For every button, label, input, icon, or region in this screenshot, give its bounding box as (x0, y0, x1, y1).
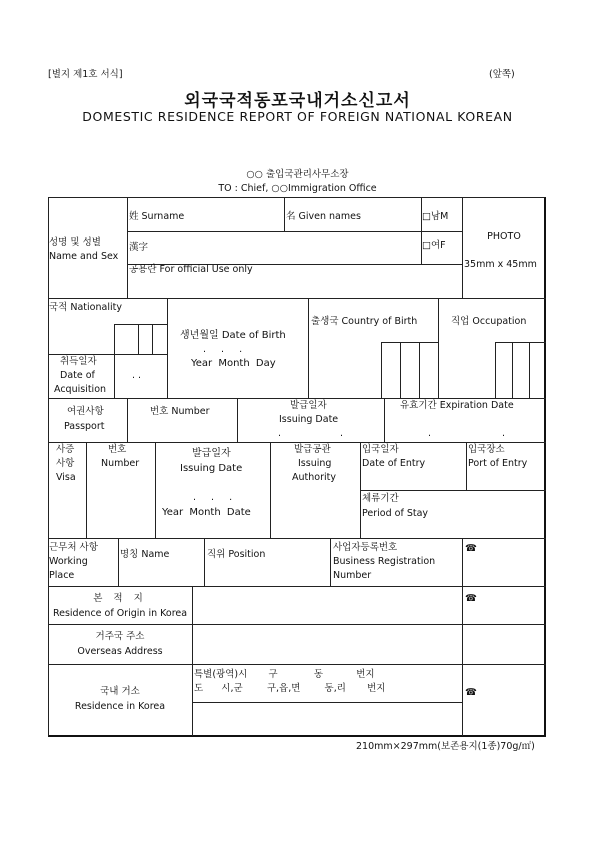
origin-label-ko: 본 적 지 (93, 593, 147, 604)
korea-address-line2[interactable]: 도 시,군 구,읍,면 동,리 번지 (194, 683, 386, 694)
name-sex-label-ko: 성명 및 성별 (49, 237, 101, 248)
form-title-english: DOMESTIC RESIDENCE REPORT OF FOREIGN NATIONAL KOREAN (82, 109, 513, 124)
photo-size-label: 35mm x 45mm (464, 259, 537, 270)
date-of-birth-field[interactable]: . . . (203, 344, 249, 355)
korea-residence-label-ko: 국내 거소 (100, 686, 140, 697)
visa-label-1: 사증 (56, 444, 75, 455)
official-use-field: 공용란 For official Use only (129, 264, 253, 275)
visa-number-label-en: Number (101, 458, 140, 469)
expiration-date-label: 유효기간 Expiration Date (400, 400, 514, 411)
working-place-label-ko: 근무처 사항 (49, 542, 98, 553)
expiration-date-field[interactable]: . . (428, 428, 540, 439)
nationality-label: 국적 Nationality (49, 302, 122, 313)
country-of-birth-label: 출생국 Country of Birth (311, 316, 418, 327)
period-of-stay-label-en: Period of Stay (362, 508, 429, 519)
origin-label-en: Residence of Origin in Korea (52, 608, 188, 619)
acquisition-label-en1: Date of (60, 370, 95, 381)
port-of-entry-label-ko: 입국장소 (468, 444, 505, 455)
period-of-stay-label-ko: 체류기간 (362, 493, 399, 504)
passport-issue-date-field[interactable]: . . (278, 428, 372, 439)
occupation-label: 직업 Occupation (451, 316, 527, 327)
date-of-entry-label-ko: 입국일자 (362, 444, 399, 455)
company-name-field[interactable]: 명칭 Name (120, 549, 170, 560)
page-side-label: (앞쪽) (489, 69, 515, 80)
acquisition-label-en2: Acquisition (54, 384, 107, 395)
issuing-authority-label-en1: Issuing (298, 458, 332, 469)
origin-phone-icon: ☎ (465, 593, 477, 604)
office-korean: ○○ 출입국관리사무소장 (246, 169, 349, 180)
business-reg-label-en1: Business Registration (333, 556, 436, 567)
visa-issue-date-field[interactable]: . . . (193, 492, 239, 503)
korea-residence-label-en: Residence in Korea (74, 701, 166, 712)
name-sex-label-en: Name and Sex (49, 251, 119, 262)
korea-address-line1[interactable]: 특별(광역)시 구 동 번지 (194, 669, 375, 680)
passport-issue-label-ko: 발급일자 (290, 400, 327, 411)
working-place-label-en2: Place (49, 570, 75, 581)
working-place-label-en1: Working (49, 556, 88, 567)
korea-phone-icon: ☎ (465, 687, 477, 698)
date-of-entry-label-en: Date of Entry (362, 458, 426, 469)
form-title-korean: 외국국적동포국내거소신고서 (184, 91, 411, 111)
date-of-birth-format: Year Month Day (191, 358, 276, 369)
overseas-label-ko: 거주국 주소 (95, 631, 145, 642)
issuing-authority-label-ko: 발급공관 (294, 444, 331, 455)
date-of-birth-label: 생년월일 Date of Birth (180, 330, 286, 341)
passport-label-ko: 여권사항 (67, 406, 104, 417)
overseas-label-en: Overseas Address (77, 646, 163, 657)
business-reg-label-ko: 사업자등록번호 (333, 542, 398, 553)
issuing-authority-label-en2: Authority (292, 472, 336, 483)
sex-male-checkbox[interactable]: □남M (422, 211, 449, 222)
visa-number-label-ko: 번호 (108, 444, 127, 455)
visa-issue-label-ko: 발급일자 (192, 448, 231, 459)
passport-issue-label-en: Issuing Date (279, 414, 339, 425)
hanja-name-field[interactable]: 漢字 (129, 242, 149, 253)
port-of-entry-label-en: Port of Entry (468, 458, 528, 469)
given-names-field[interactable]: 名 Given names (286, 211, 361, 222)
work-phone-icon: ☎ (465, 543, 477, 554)
form-number: [별지 제1호 서식] (48, 69, 123, 80)
paper-spec-footer: 210mm×297mm(보존용지(1종)70g/㎡) (356, 741, 535, 752)
surname-field[interactable]: 姓 Surname (129, 211, 185, 222)
passport-number-field[interactable]: 번호 Number (150, 406, 210, 417)
visa-label-en: Visa (56, 472, 76, 483)
photo-label: PHOTO (487, 231, 521, 242)
visa-label-2: 사항 (56, 458, 75, 469)
acquisition-label-ko: 취득일자 (60, 356, 97, 367)
acquisition-date-field[interactable]: . . (132, 370, 142, 381)
sex-female-checkbox[interactable]: □여F (422, 240, 446, 251)
visa-issue-date-format: Year Month Date (162, 507, 251, 518)
passport-label-en: Passport (64, 421, 105, 432)
position-field[interactable]: 직위 Position (207, 549, 266, 560)
office-english: TO : Chief, ○○Immigration Office (218, 183, 377, 194)
visa-issue-label-en: Issuing Date (180, 463, 243, 474)
business-reg-label-en2: Number (333, 570, 372, 581)
